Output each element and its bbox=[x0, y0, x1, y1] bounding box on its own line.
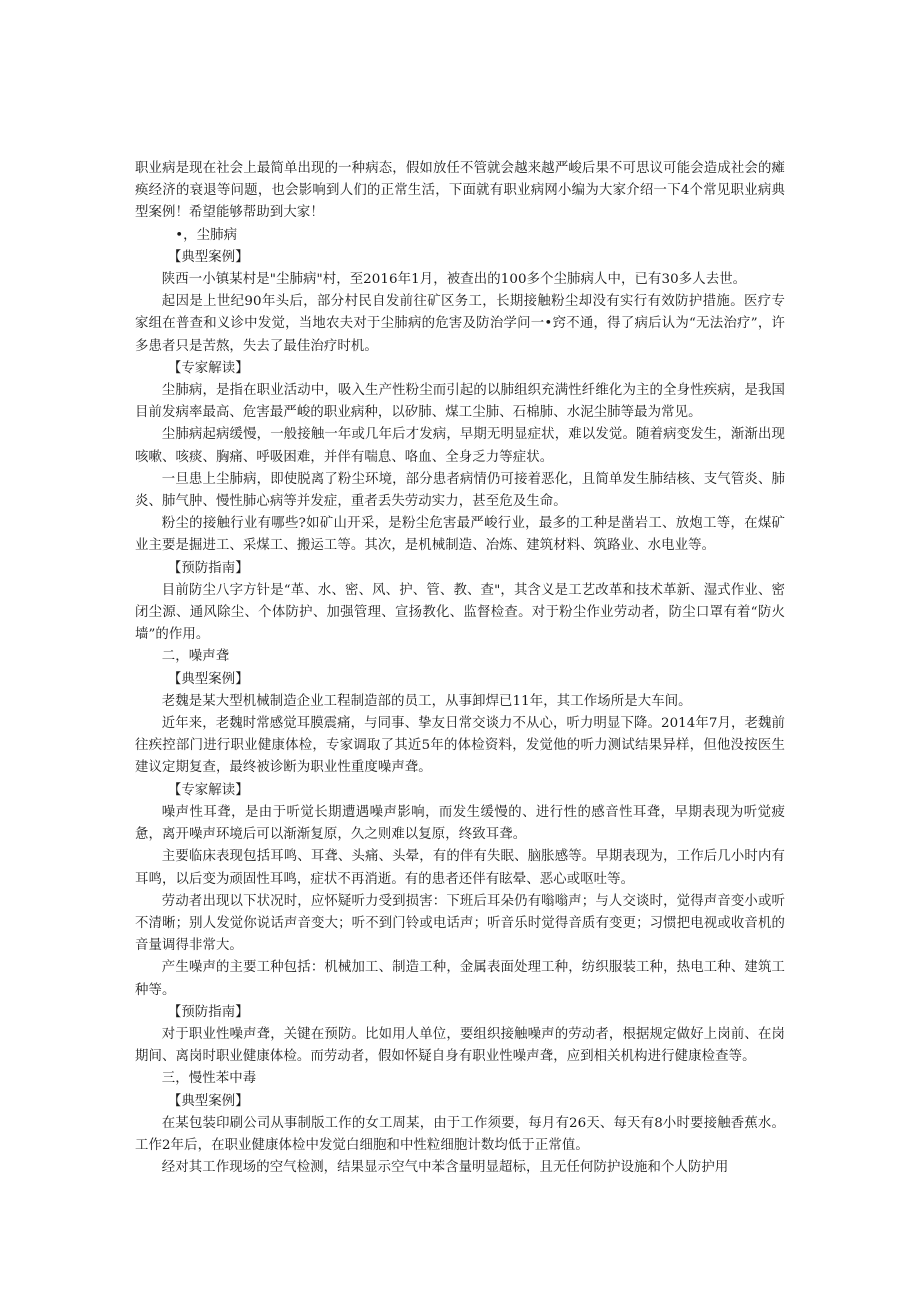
document-body bbox=[135, 158, 785, 1179]
section-2-expert-paragraph: 劳动者出现以下状况时，应怀疑听力受到损害：下班后耳朵仍有嗡嗡声；与人交谈时，觉得声音变小或听不清晰；别人发觉你说话声音变大；听不到门铃或电话声；听音乐时觉得音质有变更；习惯把电视或收音机的音量调得非常大。 bbox=[135, 893, 785, 954]
section-1-case-label: 【典型案例】 bbox=[167, 249, 249, 265]
section-3-case-paragraph: 在某包装印刷公司从事制版工作的女工周某，由于工作须要，每月有26天、每天有8小时要接触香蕉水。工作2年后，在职业健康体检中发觉白细胞和中性粒细胞计数均低于正常值。 bbox=[135, 1115, 785, 1153]
section-3-case-paragraph: 经对其工作现场的空气检测，结果显示空气中苯含量明显超标，且无任何防护设施和个人防护用 bbox=[161, 1160, 729, 1176]
section-2-case-paragraph: 近年来，老魏时常感觉耳膜震痛，与同事、挚友日常交谈力不从心，听力明显下降。2014年7月，老魏前往疾控部门进行职业健康体检，专家调取了其近5年的体检资料，发觉他的听力测试结果异样，但他没按医生建议定期复查，最终被诊断为职业性重度噪声聋。 bbox=[135, 716, 785, 776]
section-2-expert-paragraph: 主要临床表现包括耳鸣、耳聋、头痛、头晕，有的伴有失眠、脑胀感等。早期表现为，工作后几小时内有耳鸣，以后变为顽固性耳鸣，症状不再消逝。有的患者还伴有眩晕、恶心或呕吐等。 bbox=[135, 849, 785, 887]
section-1-expert-label: 【专家解读】 bbox=[167, 360, 249, 376]
section-2-case-paragraph: 老魏是某大型机械制造企业工程制造部的员工，从事卸焊已11年，其工作场所是大车间。 bbox=[161, 693, 692, 709]
section-2-title: 二，噪声聋 bbox=[161, 649, 230, 665]
section-2-expert-paragraph: 产生噪声的主要工种包括：机械加工、制造工种，金属表面处理工种，纺织服装工种，热电工种、建筑工种等。 bbox=[135, 960, 785, 998]
section-2-expert-paragraph: 噪声性耳聋，是由于听觉长期遭遇噪声影响，而发生缓慢的、进行性的感音性耳聋，早期表现为听觉疲惫，离开噪声环境后可以渐渐复原，久之则难以复原，终致耳聋。 bbox=[135, 804, 785, 843]
section-1-case-paragraph: 陕西一小镇某村是"尘肺病"村，至2016年1月，被查出的100多个尘肺病人中，已有30多人去世。 bbox=[161, 272, 747, 288]
section-1-expert-paragraph: 粉尘的接触行业有哪些?如矿山开采，是粉尘危害最严峻行业，最多的工种是凿岩工、放炮工等，在煤矿业主要是掘进工、采煤工、搬运工等。其次，是机械制造、冶炼、建筑材料、筑路业、水电业等。 bbox=[135, 516, 785, 554]
section-2-case-label: 【典型案例】 bbox=[167, 671, 249, 687]
section-1-prevent-label: 【预防指南】 bbox=[167, 560, 249, 576]
section-2-prevent-paragraph: 对于职业性噪声聋，关键在预防。比如用人单位，要组织接触噪声的劳动者，根据规定做好上岗前、在岗期间、离岗时职业健康体检。而劳动者，假如怀疑自身有职业性噪声聋，应到相关机构进行健康检查等。 bbox=[135, 1026, 785, 1065]
section-2-expert-label: 【专家解读】 bbox=[167, 782, 249, 798]
section-1-title: •，尘肺病 bbox=[175, 227, 238, 243]
section-1-expert-paragraph: 尘肺病，是指在职业活动中，吸入生产性粉尘而引起的以肺组织充满性纤维化为主的全身性疾病，是我国目前发病率最高、危害最严峻的职业病种，以矽肺、煤工尘肺、石棉肺、水泥尘肺等最为常见。 bbox=[135, 383, 785, 421]
section-1-case-paragraph: 起因是上世纪90年头后，部分村民自发前往矿区务工，长期接触粉尘却没有实行有效防护措施。医疗专家组在普查和义诊中发觉，当地农夫对于尘肺病的危害及防治学问一•窍不通，得了病后认为“无法治疗”，许多患者只是苦熬，失去了最佳治疗时机。 bbox=[135, 294, 785, 354]
section-1-expert-paragraph: 一旦患上尘肺病，即使脱离了粉尘环境，部分患者病情仍可接着恶化，且简单发生肺结核、支气管炎、肺炎、肺气肿、慢性肺心病等并发症，重者丢失劳动实力，甚至危及生命。 bbox=[135, 471, 785, 510]
section-1-expert-paragraph: 尘肺病起病缓慢，一般接触一年或几年后才发病，早期无明显症状，难以发觉。随着病变发生，渐渐出现咳嗽、咳痰、胸痛、呼吸困难，并伴有喘息、咯血、全身乏力等症状。 bbox=[135, 427, 785, 465]
section-3-title: 三，慢性苯中毒 bbox=[161, 1071, 257, 1087]
intro-paragraph: 职业病是现在社会上最简单出现的一种病态，假如放任不管就会越来越严峻后果不可思议可能会造成社会的瘫痪经济的衰退等问题，也会影响到人们的正常生活，下面就有职业病网小编为大家介绍一下4个常见职业病典型案例！希望能够帮助到大家！ bbox=[135, 161, 785, 221]
section-2-prevent-label: 【预防指南】 bbox=[167, 1004, 249, 1020]
section-3-case-label: 【典型案例】 bbox=[167, 1093, 249, 1109]
section-1-prevent-paragraph: 目前防尘八字方针是“革、水、密、风、护、管、教、查"，其含义是工艺改革和技术革新、湿式作业、密闭尘源、通风除尘、个体防护、加强管理、宣扬教化、监督检查。对于粉尘作业劳动者，防尘口罩有着“防火墙”的作用。 bbox=[135, 582, 785, 643]
